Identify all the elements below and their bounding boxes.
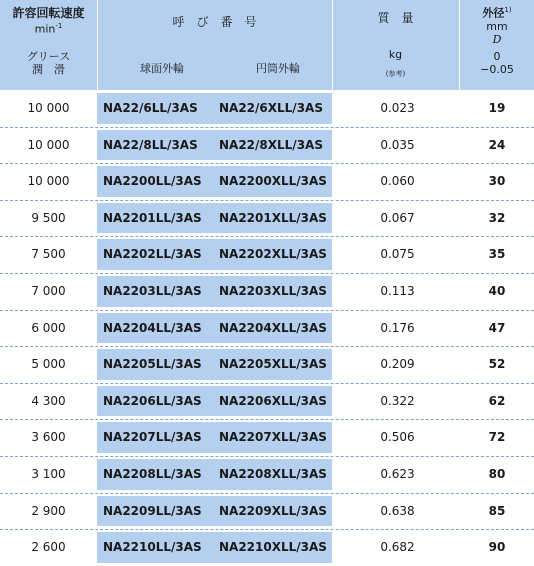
mass-cell: 0.023 [380,101,415,115]
spherical-designation-cell: NA2207LL/3AS [103,430,202,445]
outer-diameter-cell: 90 [488,540,506,555]
header-divider [97,0,98,90]
outer-diameter-cell: 32 [488,210,506,225]
table-row [0,236,534,273]
speed-cell: 7 500 [31,247,66,262]
outer-diameter-cell: 40 [488,284,506,298]
speed-cell: 10 000 [27,101,70,115]
cylindrical-designation-cell: NA2210XLL/3AS [219,540,327,555]
outer-diameter-cell: 24 [488,137,506,152]
speed-cell: 3 600 [31,430,66,445]
dia-title: 外径 [482,6,505,20]
speed-unit: min [34,22,56,36]
cylindrical-designation-cell: NA2207XLL/3AS [219,430,327,445]
mass-cell: 0.176 [380,320,415,335]
mass-cell: 0.506 [380,430,415,445]
table-row [0,163,534,200]
speed-spacer [0,36,97,50]
speed-cell: 9 500 [31,210,66,225]
spherical-designation-cell: NA2204LL/3AS [103,320,202,335]
speed-cell: 6 000 [31,320,66,335]
mass-title: 質 量 [377,11,414,25]
outer-diameter-cell: 19 [488,101,506,115]
tol-lower: −0.05 [480,62,514,76]
cylindrical-designation-cell: NA2202XLL/3AS [219,247,327,262]
cylindrical-designation-cell: NA22/6XLL/3AS [219,101,323,115]
dia-title-line [460,4,534,20]
spherical-designation-cell: NA2206LL/3AS [103,393,202,408]
mass-cell: 0.682 [380,540,415,555]
outer-diameter-cell: 35 [488,247,506,262]
table-row [0,200,534,237]
table-row [0,127,534,164]
spherical-designation-cell: NA22/6LL/3AS [103,101,198,115]
cylindrical-designation-cell: NA2200XLL/3AS [219,174,327,189]
table-row [0,346,534,383]
designation-title: 呼 び 番 号 [172,15,257,29]
outer-diameter-cell: 52 [488,357,506,372]
mass-cell: 0.638 [380,503,415,518]
outer-diameter-cell: 30 [488,174,506,189]
table-row [0,90,534,127]
table-row [0,493,534,530]
outer-diameter-cell: 62 [488,393,506,408]
table-row [0,419,534,456]
mass-cell: 0.322 [380,393,415,408]
speed-cell: 2 600 [31,540,66,555]
spherical-designation-cell: NA2205LL/3AS [103,357,202,372]
speed-cell: 2 900 [31,503,66,518]
spherical-designation-cell: NA2200LL/3AS [103,174,202,189]
table-row [0,456,534,493]
cylindrical-designation-cell: NA2209XLL/3AS [219,503,327,518]
mass-unit: kg [388,48,403,61]
cylindrical-designation-cell: NA2201XLL/3AS [219,210,327,225]
grease-line1: グリース [26,49,71,63]
cylindrical-label: 円筒外輪 [256,62,300,75]
mass-cell: 0.035 [380,137,415,152]
dia-symbol: D [492,32,502,46]
speed-unit-line [0,20,97,36]
spherical-designation-cell: NA2201LL/3AS [103,210,202,225]
speed-cell: 10 000 [27,137,70,152]
outer-diameter-cell: 85 [488,503,506,518]
cylindrical-designation-cell: NA2203XLL/3AS [219,284,327,298]
mass-cell: 0.067 [380,210,415,225]
spherical-label: 球面外輪 [140,62,184,75]
cylindrical-designation-cell: NA2204XLL/3AS [219,320,327,335]
speed-cell: 10 000 [27,174,70,189]
table-header [0,0,534,90]
mass-cell: 0.209 [380,357,415,372]
table-row [0,310,534,347]
tol-upper: 0 [493,49,501,63]
spherical-designation-cell: NA2208LL/3AS [103,467,202,481]
table-row [0,529,534,566]
grease-line2: 潤 滑 [32,62,65,76]
speed-cell: 5 000 [31,357,66,372]
outer-diameter-cell: 80 [488,467,506,481]
table-row [0,383,534,420]
speed-unit-sup: -1 [55,22,63,30]
mass-cell: 0.113 [380,284,415,298]
speed-title: 許容回転速度 [12,6,85,20]
mass-cell: 0.075 [380,247,415,262]
speed-cell: 7 000 [31,284,66,298]
cylindrical-designation-cell: NA2205XLL/3AS [219,357,327,372]
mass-note: (参考) [385,70,406,78]
spherical-designation-cell: NA2202LL/3AS [103,247,202,262]
spherical-designation-cell: NA2203LL/3AS [103,284,202,298]
table-row [0,273,534,310]
mass-cell: 0.623 [380,467,415,481]
outer-diameter-cell: 47 [488,320,506,335]
mass-cell: 0.060 [380,174,415,189]
spherical-designation-cell: NA2209LL/3AS [103,503,202,518]
cylindrical-designation-cell: NA22/8XLL/3AS [219,137,323,152]
dia-unit: mm [486,19,508,33]
cylindrical-designation-cell: NA2208XLL/3AS [219,467,327,481]
spherical-designation-cell: NA22/8LL/3AS [103,137,198,152]
cylindrical-designation-cell: NA2206XLL/3AS [219,393,327,408]
outer-diameter-cell: 72 [488,430,506,445]
speed-cell: 4 300 [31,393,66,408]
dia-header [460,4,534,76]
dia-sup: 1) [504,6,512,14]
spherical-designation-cell: NA2210LL/3AS [103,540,202,555]
speed-header [0,6,97,76]
speed-cell: 3 100 [31,467,66,481]
